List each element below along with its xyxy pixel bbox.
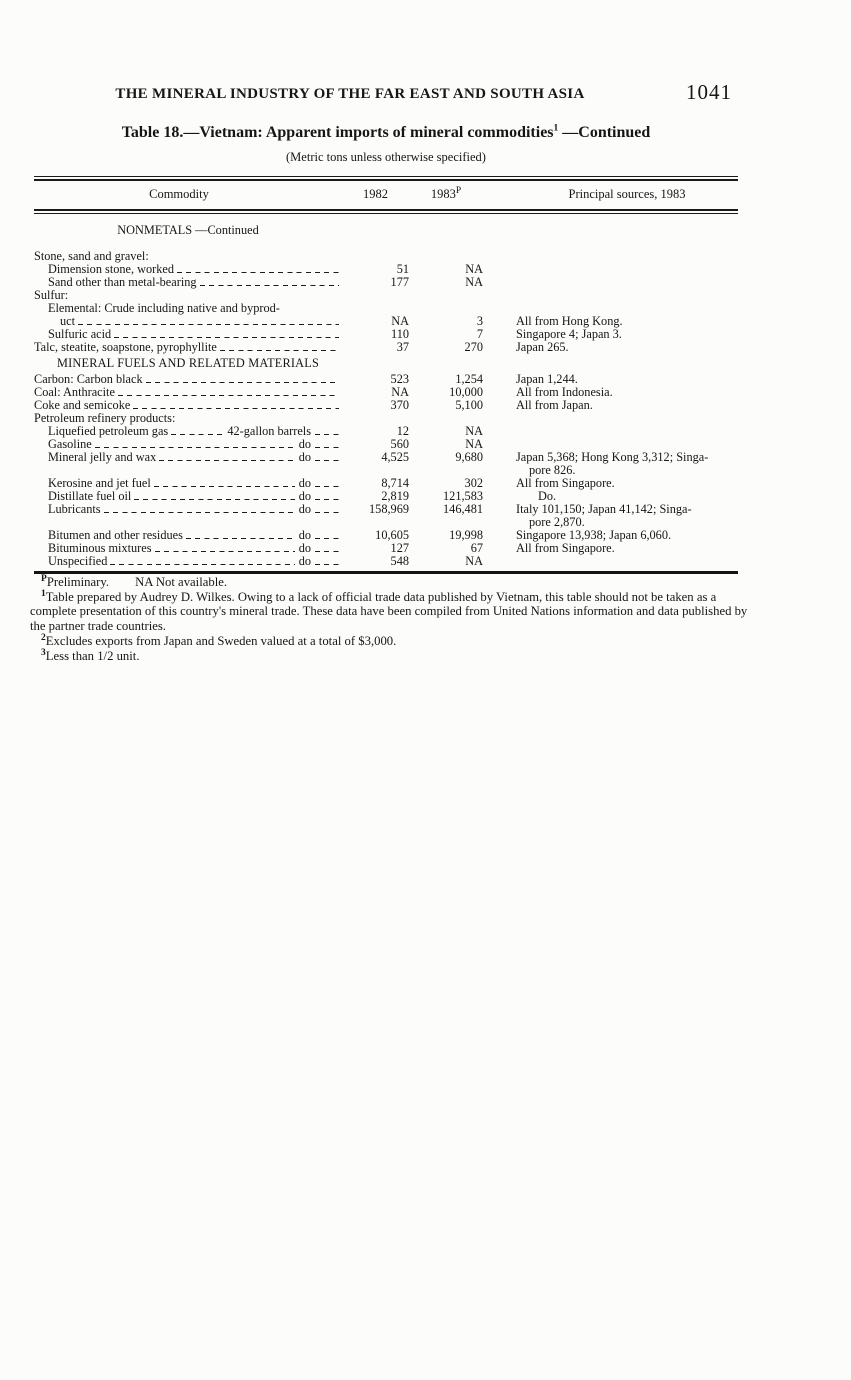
unit-label: do <box>298 528 311 542</box>
dash-leader <box>219 341 340 354</box>
table-row <box>34 451 738 477</box>
table-body <box>34 224 738 568</box>
table-header-row <box>34 181 738 209</box>
source-text: All from Singapore. <box>516 476 615 490</box>
commodity-label: Petroleum refinery products: <box>34 411 176 425</box>
value-1983: NA <box>465 275 483 289</box>
commodity-label: Liquefied petroleum gas <box>48 424 169 438</box>
table-row <box>34 542 738 555</box>
commodity-label: Lubricants <box>48 502 101 516</box>
footnote <box>30 575 748 590</box>
commodity-label: Sand other than metal-bearing <box>48 275 197 289</box>
unit-label: do <box>298 502 311 516</box>
footnote <box>30 634 748 649</box>
footnotes <box>30 575 748 663</box>
footnote <box>30 590 748 634</box>
section-header-nonmetals: NONMETALS —Continued <box>117 223 259 237</box>
dash-leader <box>77 315 340 328</box>
footnote-text: Excludes exports from Japan and Sweden valued at a total of $3,000. <box>45 633 397 648</box>
value-1983: 121,583 <box>443 489 483 503</box>
value-1982: 37 <box>396 340 409 354</box>
sources-cell <box>483 341 738 354</box>
dash-leader <box>145 373 340 386</box>
footnote <box>30 649 748 664</box>
commodity-label: Elemental: Crude including native and byprod- <box>48 301 280 315</box>
commodity-cell <box>34 341 342 354</box>
source-text: pore 826. <box>529 463 576 477</box>
commodity-label: Coke and semicoke <box>34 398 131 412</box>
dash-leader <box>132 399 340 412</box>
title-footnote-ref: 1 <box>553 123 559 134</box>
value-1982: 10,605 <box>375 528 409 542</box>
source-text: Italy 101,150; Japan 41,142; Singa- <box>516 502 692 516</box>
table-subtitle: (Metric tons unless otherwise specified) <box>286 150 486 164</box>
value-1982: 560 <box>390 437 409 451</box>
commodity-cell <box>34 555 342 568</box>
value-1983: 5,100 <box>455 398 483 412</box>
source-text: All from Hong Kong. <box>516 314 623 328</box>
commodity-label: Bituminous mixtures <box>48 541 152 555</box>
value-1983: 270 <box>464 340 483 354</box>
commodity-cell <box>34 451 342 464</box>
dash-leader <box>314 555 340 568</box>
value-1982: 158,969 <box>369 502 409 516</box>
footnote-sup: 2 <box>41 632 46 643</box>
sources-cell <box>483 503 738 529</box>
source-text: Do. <box>538 489 557 503</box>
col-header-commodity: Commodity <box>149 187 209 201</box>
dash-leader <box>314 529 340 542</box>
dash-leader <box>314 451 340 464</box>
source-text: Japan 1,244. <box>516 372 578 386</box>
commodity-label: Distillate fuel oil <box>48 489 132 503</box>
dash-leader <box>314 503 340 516</box>
table-row <box>34 555 738 568</box>
source-text: Japan 265. <box>516 340 569 354</box>
sources-cell <box>483 451 738 477</box>
value-1983: 146,481 <box>443 502 483 516</box>
value-1983: 19,998 <box>449 528 483 542</box>
dash-leader <box>170 425 224 438</box>
commodity-label: Kerosine and jet fuel <box>48 476 151 490</box>
unit-label: do <box>298 437 311 451</box>
value-1982: 4,525 <box>381 450 409 464</box>
commodity-label: Gasoline <box>48 437 92 451</box>
value-1982: 8,714 <box>381 476 409 490</box>
table-row <box>34 386 738 399</box>
value-1983: NA <box>465 424 483 438</box>
dash-leader <box>314 438 340 451</box>
dash-leader <box>185 529 296 542</box>
value-1983: 1,254 <box>455 372 483 386</box>
dash-leader <box>153 477 296 490</box>
col-header-1982: 1982 <box>363 187 388 201</box>
value-1983: 67 <box>470 541 483 555</box>
unit-label: do <box>298 489 311 503</box>
value-1983: NA <box>465 437 483 451</box>
dash-leader <box>314 490 340 503</box>
value-1983: 3 <box>476 314 483 328</box>
dash-leader <box>314 477 340 490</box>
commodity-label: Stone, sand and gravel: <box>34 249 149 263</box>
dash-leader <box>176 263 340 276</box>
source-text: Singapore 4; Japan 3. <box>516 327 622 341</box>
commodity-cell <box>34 276 342 289</box>
unit-label: do <box>298 476 311 490</box>
col-header-sources: Principal sources, 1983 <box>568 187 686 201</box>
source-text: All from Japan. <box>516 398 593 412</box>
commodity-label: uct <box>60 314 76 328</box>
source-text: Japan 5,368; Hong Kong 3,312; Singa- <box>516 450 709 464</box>
table-title-text: Table 18.—Vietnam: Apparent imports of mineral commodities <box>121 124 554 141</box>
value-1982: 548 <box>390 554 409 568</box>
source-text: Singapore 13,938; Japan 6,060. <box>516 528 672 542</box>
commodities-table <box>34 176 738 574</box>
table-row <box>34 276 738 289</box>
commodity-label: Carbon: Carbon black <box>34 372 143 386</box>
table-row <box>34 503 738 529</box>
dash-leader <box>314 425 340 438</box>
commodity-label: Unspecified <box>48 554 108 568</box>
value-1982: 12 <box>396 424 409 438</box>
value-1982: NA <box>391 385 409 399</box>
commodity-label: Talc, steatite, soapstone, pyrophyllite <box>34 340 217 354</box>
bottom-rule <box>34 571 738 574</box>
value-1983: 302 <box>464 476 483 490</box>
table-row <box>34 373 738 386</box>
table-row <box>34 399 738 412</box>
value-1982: 127 <box>390 541 409 555</box>
unit-label: do <box>298 554 311 568</box>
dash-leader <box>154 542 296 555</box>
dash-leader <box>158 451 295 464</box>
source-text: All from Indonesia. <box>516 385 613 399</box>
commodity-label: Bitumen and other residues <box>48 528 183 542</box>
dash-leader <box>199 276 340 289</box>
header-rule <box>34 209 738 214</box>
commodity-cell <box>34 315 342 328</box>
footnote-text: Table prepared by Audrey D. Wilkes. Owing to a lack of official trade data published by Vietnam, this table should not be taken as a complete presentation of this country's mineral trade. These data have been compiled from United Nations information and data published by the partner trade countries. <box>30 589 748 634</box>
col-header-1983: $1983^P$ <box>430 185 462 201</box>
footnote-text: NA Not available. <box>135 575 228 589</box>
unit-label: do <box>298 541 311 555</box>
commodity-cell <box>34 302 342 315</box>
table-row <box>34 315 738 328</box>
commodity-label: Coal: Anthracite <box>34 385 115 399</box>
value-1982: 2,819 <box>381 489 409 503</box>
table-title-continued: —Continued <box>558 124 651 141</box>
table-row <box>34 425 738 438</box>
unit-label: do <box>298 450 311 464</box>
dash-leader <box>103 503 296 516</box>
footnote-sup: P <box>41 573 47 584</box>
value-1983: NA <box>465 554 483 568</box>
value-1982: 177 <box>390 275 409 289</box>
sources-cell <box>483 542 738 555</box>
value-1983: 9,680 <box>455 450 483 464</box>
value-1983: 10,000 <box>449 385 483 399</box>
section-header-mineral-fuels: MINERAL FUELS AND RELATED MATERIALS <box>56 356 320 370</box>
unit-label: 42-gallon barrels <box>227 424 311 438</box>
table-row <box>34 341 738 354</box>
source-text: All from Singapore. <box>516 541 615 555</box>
commodity-label: Sulfur: <box>34 288 69 302</box>
commodity-cell <box>34 503 342 516</box>
dash-leader <box>133 490 295 503</box>
value-1982: 370 <box>390 398 409 412</box>
dash-leader <box>109 555 295 568</box>
value-1982: NA <box>391 314 409 328</box>
dash-leader <box>94 438 296 451</box>
sources-cell <box>483 399 738 412</box>
value-1982: 523 <box>390 372 409 386</box>
page-number: 1041 <box>686 80 732 104</box>
commodity-label: Sulfuric acid <box>48 327 112 341</box>
table-row <box>34 302 738 315</box>
commodity-label: Mineral jelly and wax <box>48 450 157 464</box>
sources-cell <box>483 477 738 490</box>
footnote-sup: 3 <box>41 647 46 658</box>
commodity-label: Dimension stone, worked <box>48 262 175 276</box>
table-row <box>34 328 738 341</box>
value-1983: NA <box>465 262 483 276</box>
dash-leader <box>113 328 340 341</box>
value-1983: 7 <box>476 327 483 341</box>
value-1982: 51 <box>396 262 409 276</box>
source-text: pore 2,870. <box>529 515 585 529</box>
running-head: THE MINERAL INDUSTRY OF THE FAR EAST AND SOUTH ASIA <box>115 86 585 102</box>
preliminary-sup: P <box>455 185 462 196</box>
footnote-sup: 1 <box>41 588 46 599</box>
footnote-text: Less than 1/2 unit. <box>45 648 140 663</box>
dash-leader <box>314 542 340 555</box>
dash-leader <box>117 386 340 399</box>
table-title <box>34 124 738 142</box>
value-1982: 110 <box>391 327 409 341</box>
footnote-text: Preliminary. <box>46 575 110 589</box>
